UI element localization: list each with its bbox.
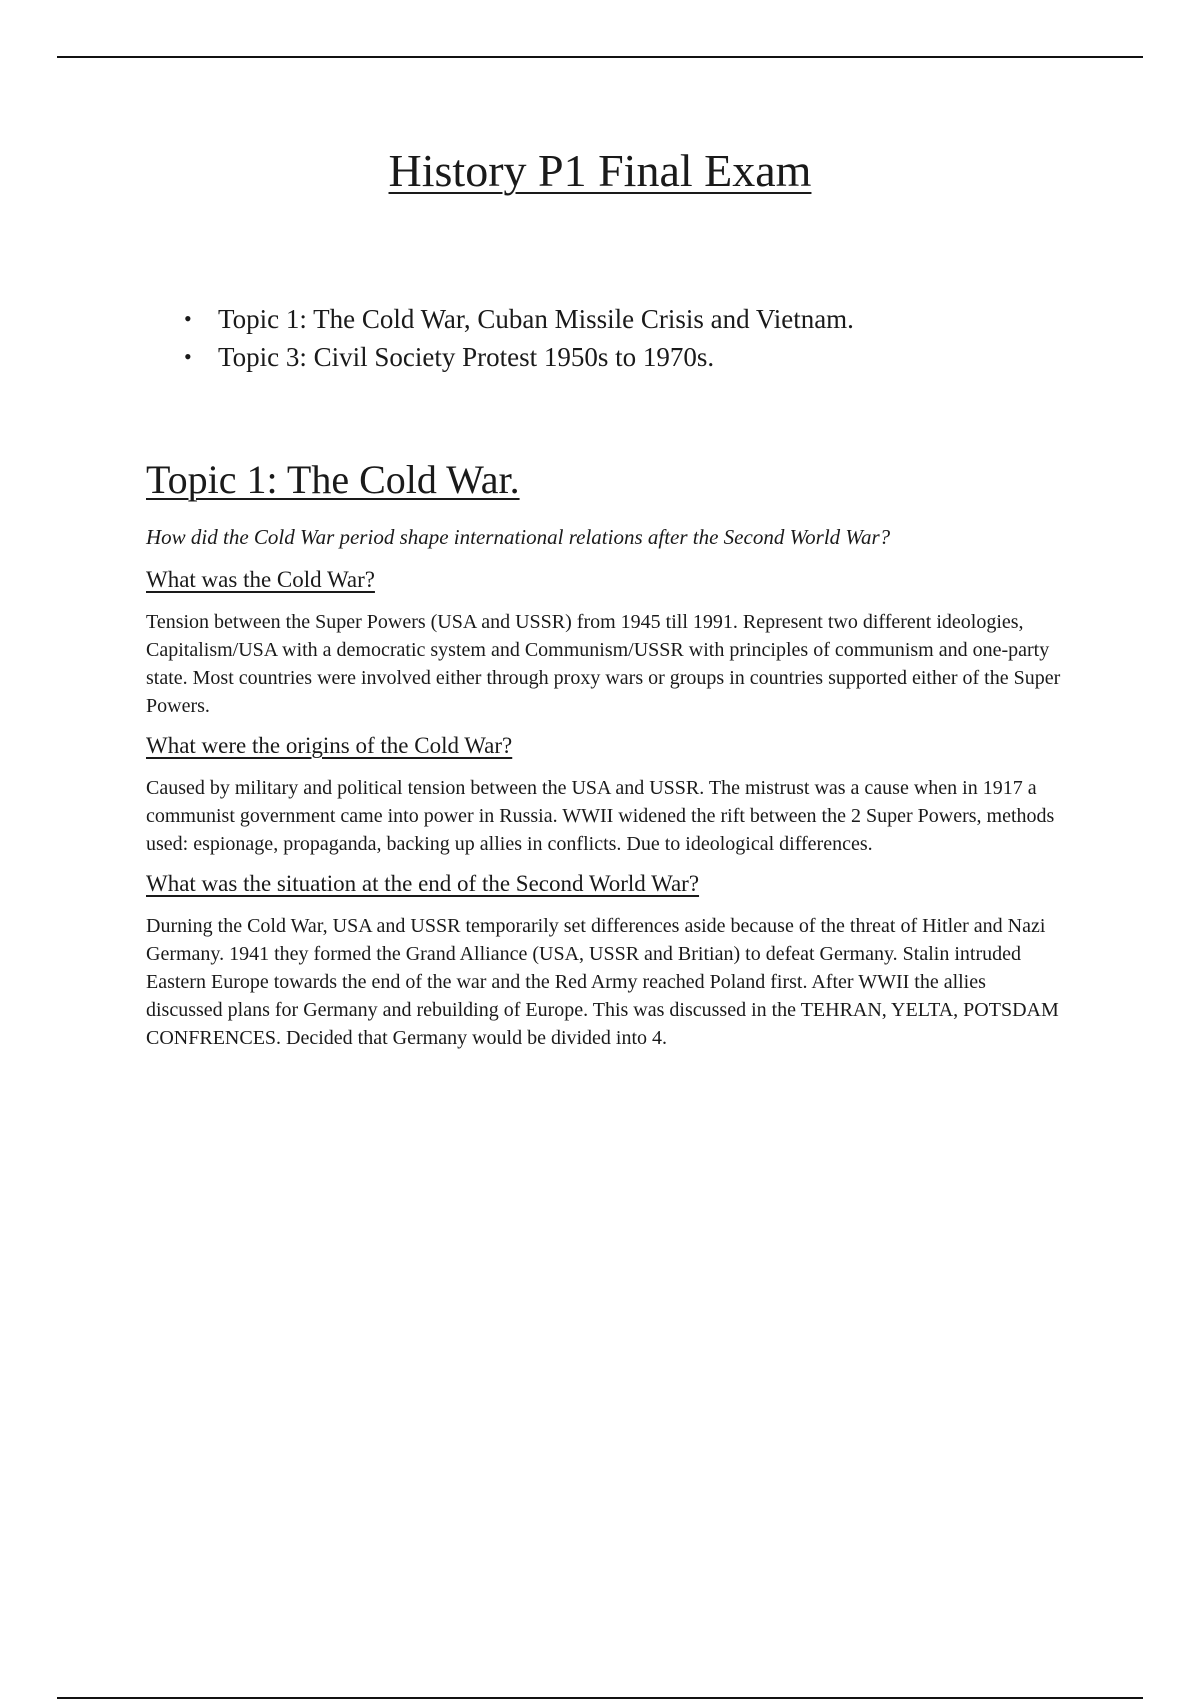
focus-question: How did the Cold War period shape international relations after the Second World War? xyxy=(146,525,891,549)
subheading-what-was-cold-war xyxy=(146,564,1066,596)
subheading-end-of-ww2 xyxy=(146,868,1066,900)
subheading-text: What were the origins of the Cold War? xyxy=(146,733,513,758)
subheading-origins xyxy=(146,730,1066,762)
subheading-text: What was the situation at the end of the Second World War? xyxy=(146,871,700,896)
bullet-icon: • xyxy=(184,344,192,369)
topic-list-item xyxy=(180,300,854,338)
section-title-text: Topic 1: The Cold War. xyxy=(146,457,520,502)
document-title xyxy=(0,145,1200,196)
paragraph-origins: Caused by military and political tension between the USA and USSR. The mistrust was a cause when in 1917 a communist government came into power in Russia. WWII widened the rift between the 2 Super Powers, methods used: espionage, propaganda, backing up allies in conflicts. Due to ideological differences. xyxy=(146,777,1055,855)
paragraph-end-of-ww2: Durning the Cold War, USA and USSR temporarily set differences aside because of the threat of Hitler and Nazi Germany. 1941 they formed the Grand Alliance (USA, USSR and Britian) to defeat Germany. Stalin intruded Eastern Europe towards the end of the war and the Red Army reached Poland first. After WWII the allies discussed plans for Germany and rebuilding of Europe. This was discussed in the TEHRAN, YELTA, POTSDAM CONFRENCES. Decided that Germany would be divided into 4. xyxy=(146,915,1059,1049)
bullet-icon: • xyxy=(184,306,192,331)
topic-list xyxy=(180,300,854,376)
paragraph-what-was-cold-war: Tension between the Super Powers (USA and USSR) from 1945 till 1991. Represent two different ideologies, Capitalism/USA with a democratic system and Communism/USSR with principles of communism and one-party state. Most countries were involved either through proxy wars or groups in countries supported either of the Super Powers. xyxy=(146,611,1061,717)
topic-list-item-text: Topic 3: Civil Society Protest 1950s to 1970s. xyxy=(218,342,715,372)
section-title xyxy=(146,458,1066,502)
bottom-rule xyxy=(57,1697,1143,1699)
top-rule xyxy=(57,56,1143,58)
topic-list-item xyxy=(180,338,854,376)
document-title-text: History P1 Final Exam xyxy=(388,145,812,196)
section-content xyxy=(146,458,1066,1058)
topic-list-item-text: Topic 1: The Cold War, Cuban Missile Crisis and Vietnam. xyxy=(218,304,854,334)
subheading-text: What was the Cold War? xyxy=(146,567,375,592)
